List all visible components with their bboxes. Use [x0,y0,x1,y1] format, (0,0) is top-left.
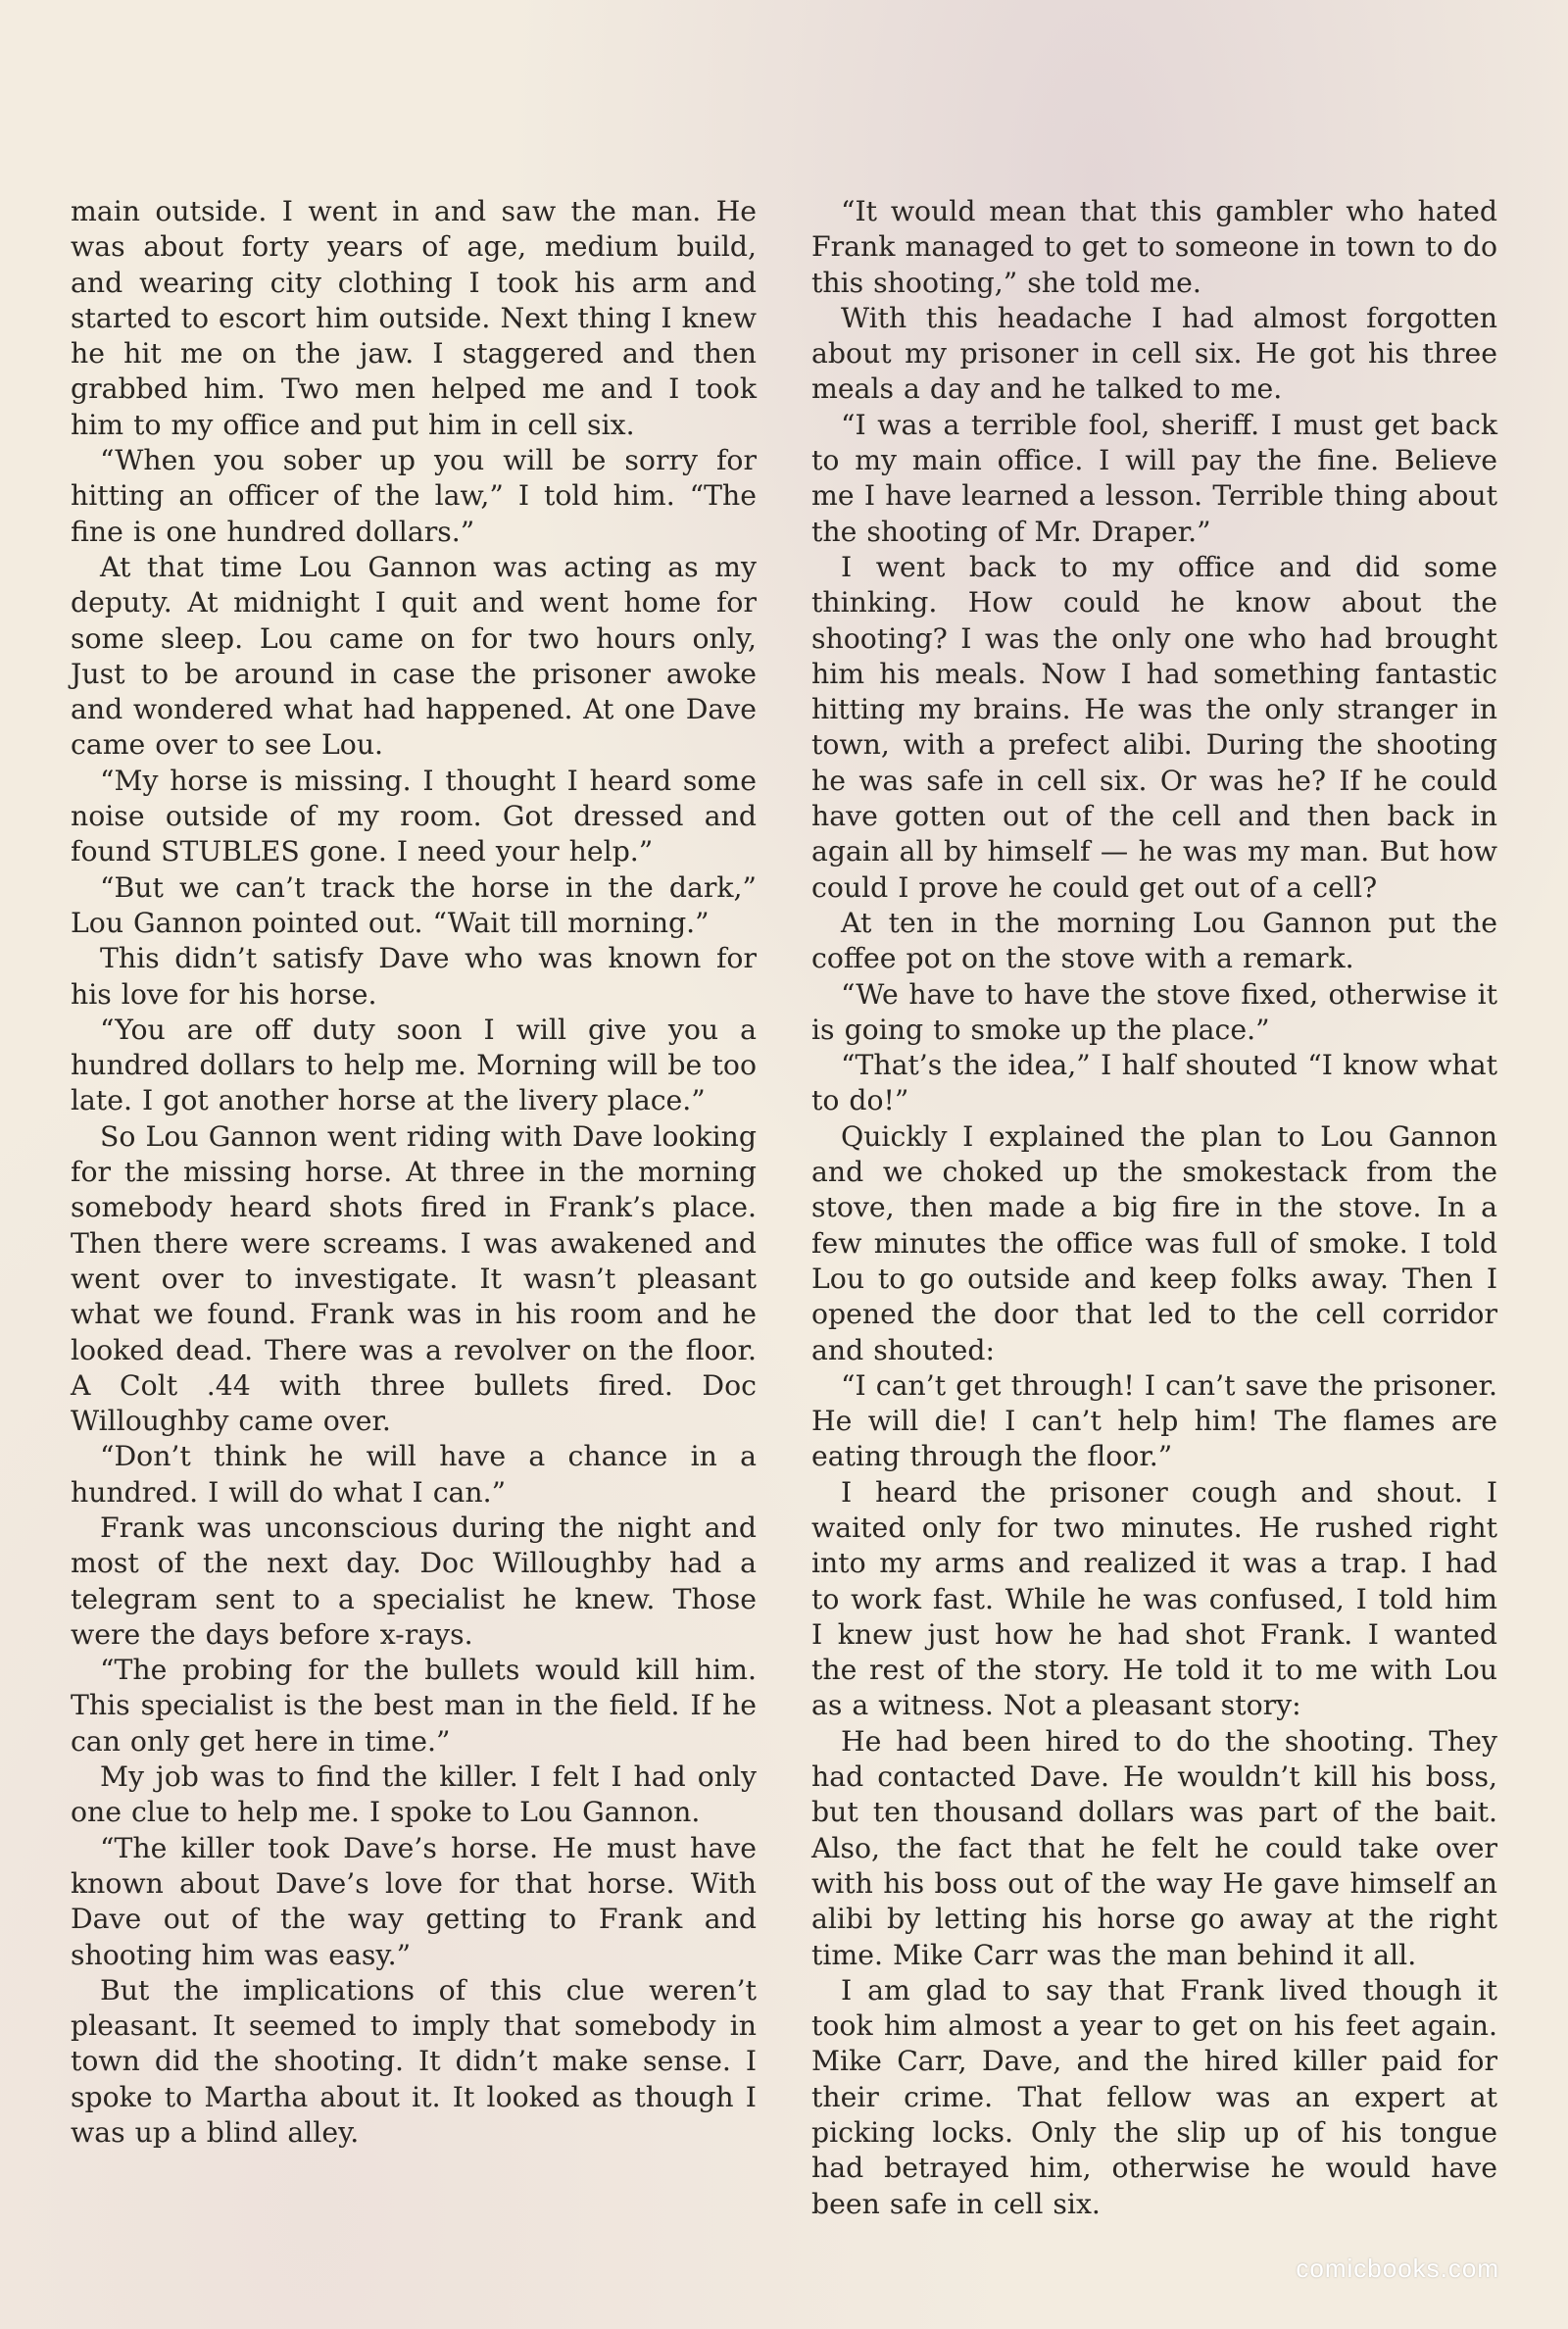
paragraph: I went back to my office and did some thinking. How could he know about the shooting? I was the only one who had brought him his meals. Now I had something fantastic hitting my brains. He was the only stranger in town, with a prefect alibi. During the shooting he was safe in cell six. Or was he? If he could have gotten out of the cell and then back in again all by himself — he was my man. But how could I prove he could get out of a cell? [811,550,1497,904]
paragraph: This didn’t satisfy Dave who was known for his love for his horse. [71,942,757,1011]
watermark: comicbooks.com [1296,2254,1499,2283]
paragraph: Frank was unconscious during the night and most of the next day. Doc Willoughby had a telegram sent to a specialist he knew. Those were the days before x-rays. [71,1511,757,1651]
paragraph: My job was to find the killer. I felt I had only one clue to help me. I spoke to Lou Gannon. [71,1760,757,1829]
paragraph: main outside. I went in and saw the man. He was about forty years of age, medium build, and wearing city clothing I took his arm and started to escort him outside. Next thing I knew he hit me on the jaw. I staggered and then grabbed him. Two men helped me and I took him to my office and put him in cell six. [71,195,757,441]
paragraph: With this headache I had almost forgotten about my prisoner in cell six. He got his three meals a day and he talked to me. [811,301,1497,406]
paragraph: “I was a terrible fool, sheriff. I must get back to my main office. I will pay the fine. Believe me I have learned a lesson. Terrible thing about the shooting of Mr. Draper.” [811,408,1497,548]
paragraph: “It would mean that this gambler who hated Frank managed to get to someone in town to do this shooting,” she told me. [811,195,1497,299]
paragraph: “Don’t think he will have a chance in a hundred. I will do what I can.” [71,1440,757,1509]
paragraph: So Lou Gannon went riding with Dave looking for the missing horse. At three in the morning somebody heard shots fired in Frank’s place. Then there were screams. I was awakened and went over to investigate. It wasn’t pleasant what we found. Frank was in his room and he looked dead. There was a revolver on the floor. A Colt .44 with three bullets fired. Doc Willoughby came over. [71,1119,757,1438]
paragraph: “I can’t get through! I can’t save the prisoner. He will die! I can’t help him! The flames are eating through the floor.” [811,1368,1497,1473]
paragraph: But the implications of this clue weren’t pleasant. It seemed to imply that somebody in town did the shooting. It didn’t make sense. I spoke to Martha about it. It looked as though I was up a blind alley. [71,1973,757,2150]
paragraph: “The probing for the bullets would kill him. This specialist is the best man in the field. If he can only get here in time.” [71,1654,757,1758]
paragraph: At ten in the morning Lou Gannon put the coffee pot on the stove with a remark. [811,906,1497,975]
paragraph: I am glad to say that Frank lived though it took him almost a year to get on his feet again. Mike Carr, Dave, and the hired killer paid for their crime. That fellow was an expert at picking locks. Only the slip up of his tongue had betrayed him, otherwise he would have been safe in cell six. [811,1973,1497,2220]
paragraph: “My horse is missing. I thought I heard some noise outside of my room. Got dressed and found STUBLES gone. I need your help.” [71,764,757,868]
paragraph: “We have to have the stove fixed, otherwise it is going to smoke up the place.” [811,977,1497,1046]
paragraph: “When you sober up you will be sorry for hitting an officer of the law,” I told him. “The fine is one hundred dollars.” [71,444,757,548]
paragraph: “The killer took Dave’s horse. He must have known about Dave’s love for that horse. With Dave out of the way getting to Frank and shooting him was easy.” [71,1831,757,1971]
paragraph: “That’s the idea,” I half shouted “I know what to do!” [811,1049,1497,1117]
paragraph: Quickly I explained the plan to Lou Gannon and we choked up the smokestack from the stove, then made a big fire in the stove. In a few minutes the office was full of smoke. I told Lou to go outside and keep folks away. Then I opened the door that led to the cell corridor and shouted: [811,1119,1497,1366]
paragraph: He had been hired to do the shooting. They had contacted Dave. He wouldn’t kill his boss, but ten thousand dollars was part of the bait. Also, the fact that he felt he could take over with his boss out of the way He gave himself an alibi by letting his horse go away at the right time. Mike Carr was the man behind it all. [811,1724,1497,1971]
left-text-column [71,194,757,2151]
paragraph: “But we can’t track the horse in the dark,” Lou Gannon pointed out. “Wait till morning.” [71,870,757,939]
paragraph: “You are off duty soon I will give you a hundred dollars to help me. Morning will be too late. I got another horse at the livery place.” [71,1013,757,1117]
paragraph: At that time Lou Gannon was acting as my deputy. At midnight I quit and went home for some sleep. Lou came on for two hours only, Just to be around in case the prisoner awoke and wondered what had happened. At one Dave came over to see Lou. [71,550,757,762]
paragraph: I heard the prisoner cough and shout. I waited only for two minutes. He rushed right into my arms and realized it was a trap. I had to work fast. While he was confused, I told him I knew just how he had shot Frank. I wanted the rest of the story. He told it to me with Lou as a witness. Not a pleasant story: [811,1475,1497,1722]
right-text-column [811,194,1497,2222]
